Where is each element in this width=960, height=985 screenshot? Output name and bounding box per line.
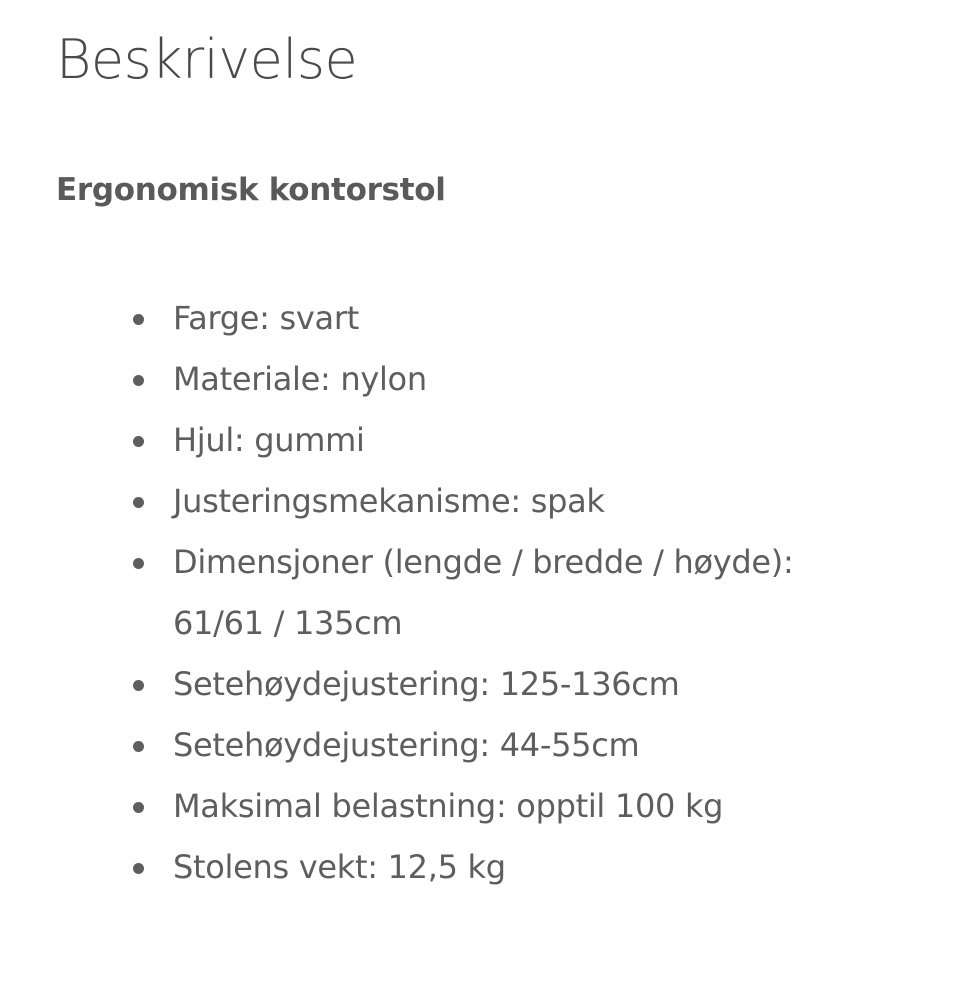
spec-text: Maksimal belastning: opptil 100 kg [173,787,724,825]
spec-item-dimensions [173,532,936,654]
spec-text: Farge: svart [173,299,359,337]
spec-item-material [173,349,936,410]
spec-item-wheels [173,410,936,471]
spec-text: Dimensjoner (lengde / bredde / høyde): 61/61 / 135cm [173,543,794,642]
bullet-icon [133,375,144,386]
bullet-icon [133,436,144,447]
bullet-icon [133,314,144,325]
bullet-icon [133,802,144,813]
spec-text: Hjul: gummi [173,421,365,459]
section-heading: Beskrivelse [56,28,358,91]
spec-item-height-adjustment [173,654,936,715]
bullet-icon [133,680,144,691]
spec-item-max-load [173,776,936,837]
spec-text: Stolens vekt: 12,5 kg [173,848,506,886]
spec-text: Materiale: nylon [173,360,427,398]
spec-item-color [173,288,936,349]
spec-text: Setehøydejustering: 44-55cm [173,726,640,764]
bullet-icon [133,497,144,508]
spec-item-seat-height-adjustment [173,715,936,776]
bullet-icon [133,558,144,569]
bullet-icon [133,863,144,874]
spec-item-weight [173,837,936,898]
bullet-icon [133,741,144,752]
product-name: Ergonomisk kontorstol [56,172,446,208]
spec-text: Setehøydejustering: 125-136cm [173,665,680,703]
spec-item-adjustment-mechanism [173,471,936,532]
description-section [56,0,936,898]
spec-text: Justeringsmekanisme: spak [173,482,605,520]
spec-list [56,288,936,898]
